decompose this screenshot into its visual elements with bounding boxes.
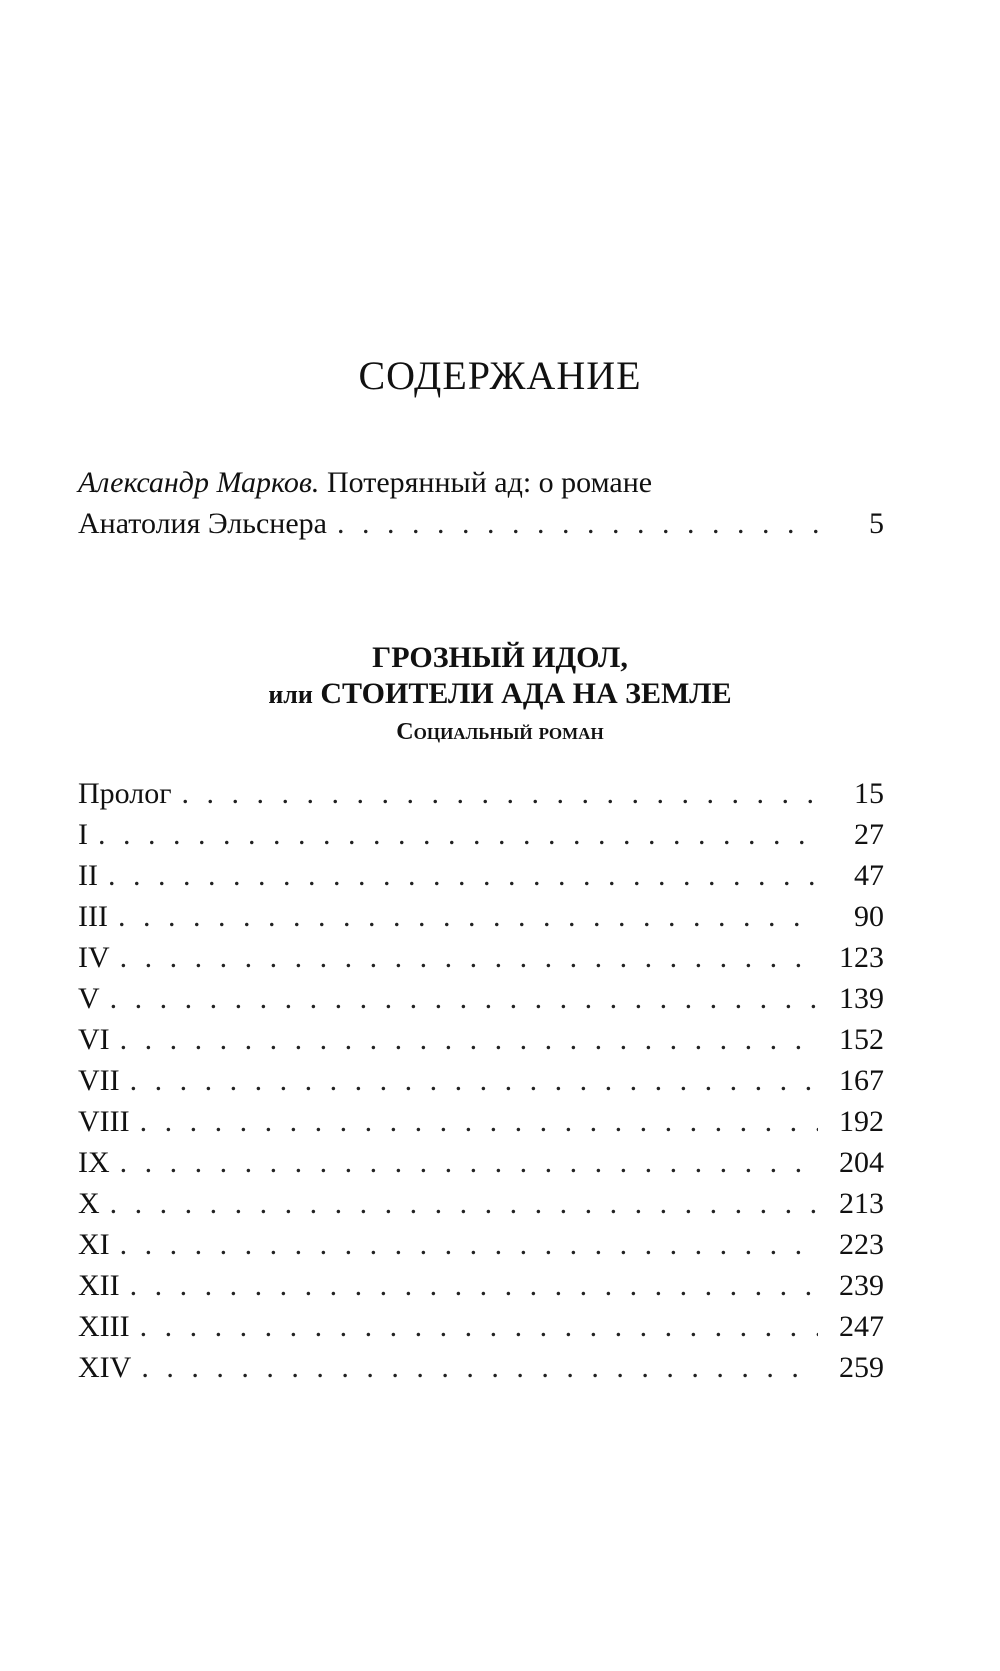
toc-entry[interactable]	[78, 1183, 884, 1224]
chapter-label: I	[78, 818, 88, 851]
dot-leader	[141, 1347, 818, 1388]
toc-entry[interactable]	[78, 896, 884, 937]
intro-line-2	[78, 503, 884, 544]
chapter-page-number: 167	[839, 1064, 884, 1097]
toc-entry[interactable]	[78, 855, 884, 896]
dot-leader	[337, 503, 818, 544]
toc-entry[interactable]	[78, 1265, 884, 1306]
chapter-label: III	[78, 900, 108, 933]
chapter-page-number: 259	[839, 1351, 884, 1384]
chapter-page-number: 15	[854, 777, 884, 810]
chapter-label: XIV	[78, 1351, 132, 1384]
chapter-page-number: 204	[839, 1146, 884, 1179]
chapter-label: XI	[78, 1228, 110, 1261]
dot-leader	[130, 1265, 818, 1306]
toc-entry[interactable]	[78, 773, 884, 814]
dot-leader	[120, 1019, 818, 1060]
intro-title-part1: Потерянный ад: о романе	[319, 466, 653, 499]
dot-leader	[110, 978, 818, 1019]
toc-entry[interactable]	[78, 1224, 884, 1265]
chapter-label: XII	[78, 1269, 120, 1302]
dot-leader	[108, 855, 818, 896]
toc-entry[interactable]	[78, 937, 884, 978]
dot-leader	[98, 814, 818, 855]
dot-leader	[140, 1306, 818, 1347]
chapter-label: IX	[78, 1146, 110, 1179]
chapter-label: VI	[78, 1023, 110, 1056]
chapter-page-number: 213	[839, 1187, 884, 1220]
chapter-page-number: 239	[839, 1269, 884, 1302]
novel-subtitle: СТОИТЕЛИ АДА НА ЗЕМЛЕ	[312, 677, 732, 710]
dot-leader	[182, 773, 818, 814]
intro-line-1	[78, 462, 884, 503]
chapter-page-number: 123	[839, 941, 884, 974]
dot-leader	[118, 896, 818, 937]
chapter-label: IV	[78, 941, 110, 974]
dot-leader	[120, 1142, 818, 1183]
chapter-label: II	[78, 859, 98, 892]
novel-genre: Социальный роман	[396, 719, 604, 745]
novel-title: ГРОЗНЫЙ ИДОЛ,	[372, 641, 628, 674]
page-title: СОДЕРЖАНИЕ	[358, 353, 642, 398]
dot-leader	[110, 1183, 818, 1224]
novel-heading	[0, 640, 1000, 751]
chapter-page-number: 192	[839, 1105, 884, 1138]
chapter-page-number: 27	[854, 818, 884, 851]
novel-subtitle-prefix: или	[268, 680, 313, 709]
chapter-page-number: 152	[839, 1023, 884, 1056]
toc-entry[interactable]	[78, 1101, 884, 1142]
toc-entry[interactable]	[78, 978, 884, 1019]
dot-leader	[130, 1060, 818, 1101]
chapter-label: Пролог	[78, 777, 172, 810]
chapter-label: VII	[78, 1064, 120, 1097]
intro-title-part2: Анатолия Эльснера	[78, 507, 327, 540]
chapter-page-number: 223	[839, 1228, 884, 1261]
chapter-page-number: 90	[854, 900, 884, 933]
chapter-label: X	[78, 1187, 100, 1220]
dot-leader	[120, 937, 818, 978]
toc-entry[interactable]	[78, 1347, 884, 1388]
toc-entry[interactable]	[78, 1019, 884, 1060]
chapter-page-number: 247	[839, 1310, 884, 1343]
chapter-page-number: 47	[854, 859, 884, 892]
chapter-list	[78, 773, 884, 1388]
toc-entry[interactable]	[78, 814, 884, 855]
toc-entry[interactable]	[78, 1142, 884, 1183]
chapter-label: VIII	[78, 1105, 130, 1138]
intro-entry[interactable]	[78, 462, 884, 544]
dot-leader	[120, 1224, 818, 1265]
chapter-label: XIII	[78, 1310, 130, 1343]
dot-leader	[140, 1101, 818, 1142]
novel-subtitle-line	[0, 676, 1000, 713]
chapter-label: V	[78, 982, 100, 1015]
toc-entry[interactable]	[78, 1060, 884, 1101]
chapter-page-number: 139	[839, 982, 884, 1015]
toc-entry[interactable]	[78, 1306, 884, 1347]
intro-page-number: 5	[869, 507, 884, 540]
intro-author: Александр Марков.	[78, 466, 320, 499]
